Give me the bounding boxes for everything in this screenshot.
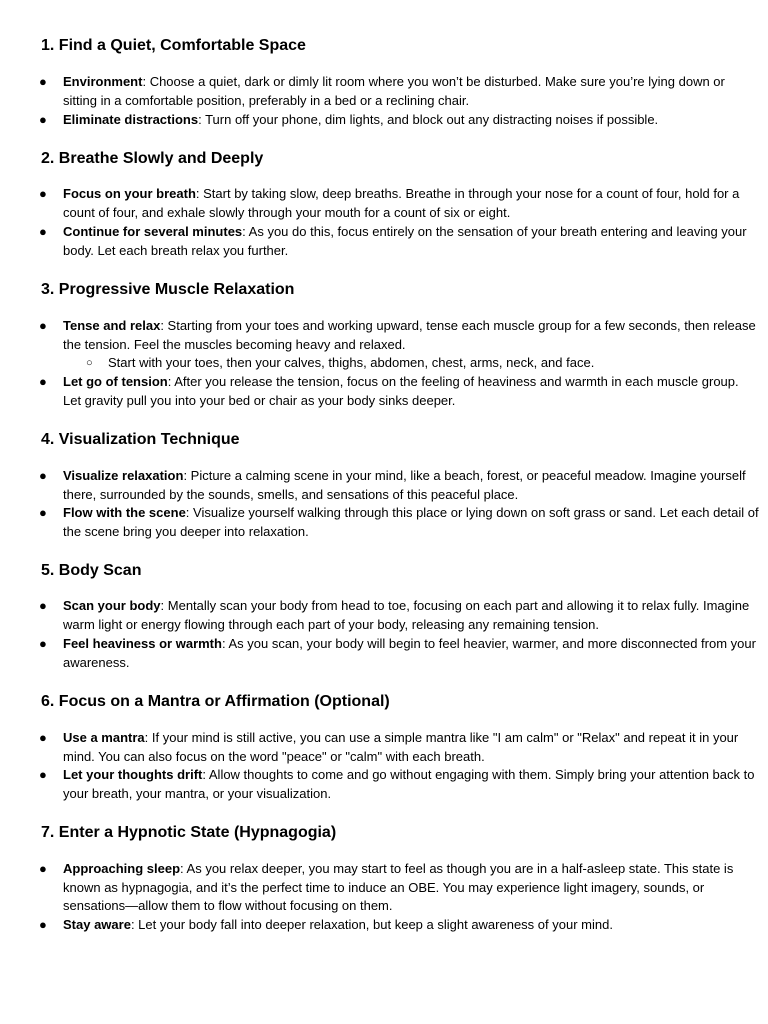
item-text: : Mentally scan your body from head to toe, focusing on each part and allowing it to relax fully. Imagine warm light or energy flowing through each part of your body, releasing any remaining tension.: [63, 598, 750, 632]
list-item: [39, 73, 759, 110]
sub-item-text: Start with your toes, then your calves, thighs, abdomen, chest, arms, neck, and face.: [108, 355, 595, 370]
list-item: [39, 635, 759, 672]
bullet-icon: ●: [39, 598, 47, 613]
list-item: [39, 504, 759, 541]
list-item: [39, 185, 759, 222]
item-text: : Choose a quiet, dark or dimly lit room where you won’t be disturbed. Make sure you’re lying down or sitting in a comfortable position, preferably in a bed or a reclining chair.: [63, 74, 725, 108]
section-heading: 1. Find a Quiet, Comfortable Space: [41, 37, 306, 54]
sub-list-item: [86, 354, 748, 373]
list-item: [39, 766, 759, 803]
section-heading: 6. Focus on a Mantra or Affirmation (Optional): [41, 693, 390, 710]
section-heading: 2. Breathe Slowly and Deeply: [41, 150, 264, 167]
item-term: Focus on your breath: [63, 186, 196, 201]
item-text: : As you relax deeper, you may start to feel as though you are in a half-asleep state. This state is known as hypnagogia, and it’s the perfect time to induce an OBE. You may experience light imagery, sounds, or sensations—allow them to flow without focusing on them.: [63, 861, 734, 913]
list-item: [39, 597, 759, 634]
item-term: Stay aware: [63, 917, 131, 932]
bullet-icon: ●: [39, 318, 47, 333]
list-item: [39, 860, 759, 916]
item-text: : If your mind is still active, you can use a simple mantra like "I am calm" or "Relax" and repeat it in your mind. You can also focus on the word "peace" or "calm" with each breath.: [63, 730, 739, 764]
item-text: : After you release the tension, focus on the feeling of heaviness and warmth in each muscle group. Let gravity pull you into your bed or chair as your body sinks deeper.: [63, 374, 739, 408]
circle-bullet-icon: ○: [86, 357, 93, 369]
section-heading: 4. Visualization Technique: [41, 431, 240, 448]
item-term: Use a mantra: [63, 730, 145, 745]
list-item: [39, 729, 759, 766]
bullet-icon: ●: [39, 505, 47, 520]
item-term: Let go of tension: [63, 374, 168, 389]
item-text: : Starting from your toes and working upward, tense each muscle group for a few seconds, then release the tension. Feel the muscles becoming heavy and relaxed.: [63, 318, 756, 352]
bullet-icon: ●: [39, 374, 47, 389]
bullet-icon: ●: [39, 861, 47, 876]
bullet-icon: ●: [39, 468, 47, 483]
item-term: Approaching sleep: [63, 861, 181, 876]
item-text: : Picture a calming scene in your mind, like a beach, forest, or peaceful meadow. Imagine yourself there, surrounded by the sounds, smells, and sensations of this peaceful place.: [63, 468, 746, 502]
list-item: [39, 223, 759, 260]
item-term: Visualize relaxation: [63, 468, 184, 483]
list-item: [39, 317, 759, 354]
item-term: Continue for several minutes: [63, 224, 243, 239]
bullet-icon: ●: [39, 767, 47, 782]
bullet-icon: ●: [39, 112, 47, 127]
bullet-icon: ●: [39, 224, 47, 239]
bullet-icon: ●: [39, 186, 47, 201]
item-term: Scan your body: [63, 598, 161, 613]
item-term: Let your thoughts drift: [63, 767, 203, 782]
item-term: Environment: [63, 74, 143, 89]
item-term: Tense and relax: [63, 318, 161, 333]
bullet-icon: ●: [39, 730, 47, 745]
item-term: Eliminate distractions: [63, 112, 199, 127]
bullet-icon: ●: [39, 917, 47, 932]
item-text: : Let your body fall into deeper relaxation, but keep a slight awareness of your mind.: [130, 917, 613, 932]
list-item: [39, 111, 759, 130]
list-item: [39, 373, 759, 410]
section-heading: 7. Enter a Hypnotic State (Hypnagogia): [41, 824, 337, 841]
item-text: : As you scan, your body will begin to feel heavier, warmer, and more disconnected from your awareness.: [63, 636, 756, 670]
bullet-icon: ●: [39, 636, 47, 651]
item-text: : As you do this, focus entirely on the sensation of your breath entering and leaving your body. Let each breath relax you further.: [63, 224, 747, 258]
bullet-icon: ●: [39, 74, 47, 89]
item-term: Flow with the scene: [63, 505, 186, 520]
item-text: : Start by taking slow, deep breaths. Breathe in through your nose for a count of four, hold for a count of four, and exhale slowly through your mouth for a count of six or eight.: [63, 186, 740, 220]
list-item: [39, 467, 759, 504]
section-heading: 3. Progressive Muscle Relaxation: [41, 281, 295, 298]
list-item: [39, 916, 759, 935]
item-term: Feel heaviness or warmth: [63, 636, 222, 651]
item-text: : Turn off your phone, dim lights, and block out any distracting noises if possible.: [198, 112, 659, 127]
item-text: : Allow thoughts to come and go without engaging with them. Simply bring your attention back to your breath, your mantra, or your visualization.: [63, 767, 755, 801]
item-text: : Visualize yourself walking through this place or lying down on soft grass or sand. Let each detail of the scene bring you deeper into relaxation.: [63, 505, 759, 539]
section-heading: 5. Body Scan: [41, 562, 142, 579]
